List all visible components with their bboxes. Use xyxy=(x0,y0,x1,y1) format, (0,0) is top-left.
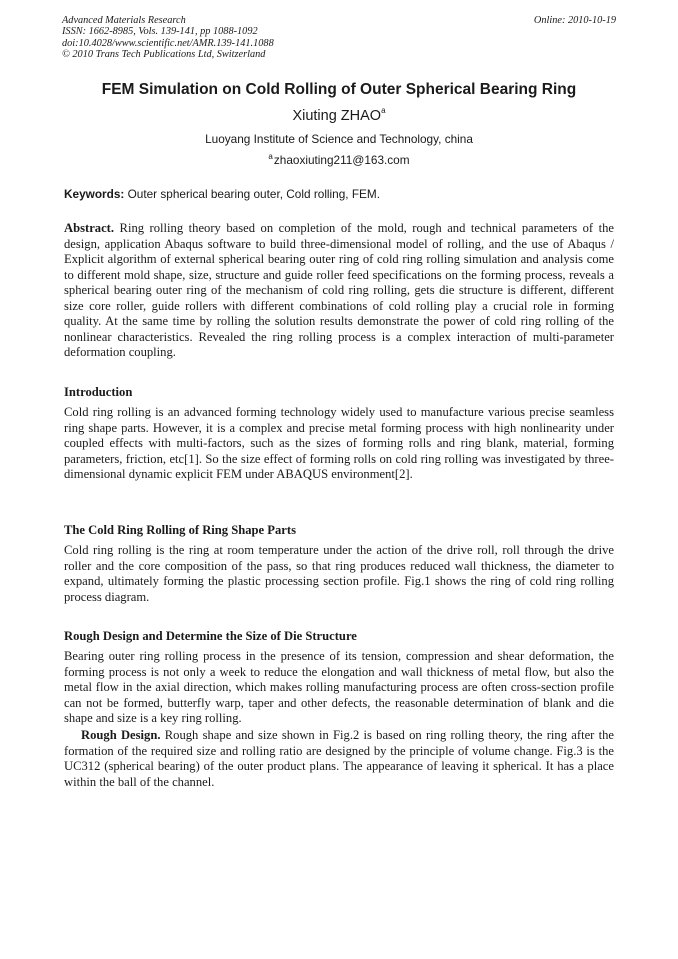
keywords xyxy=(64,187,624,201)
online-date: Online: 2010-10-19 xyxy=(533,15,616,26)
section-paragraph: Cold ring rolling is an advanced forming technology widely used to manufacture various precise seamless ring shape parts. However, it is a complex and precise metal forming process with high nonlinearity under coupled effects with multi-factors, such as the sizes of forming rolls and ring blank, material, forming parameters, friction, etc[1]. So the size effect of forming rolls on cold ring rolling was investigated by three-dimensional dynamic explicit FEM under ABAQUS environment[2]. xyxy=(64,405,614,481)
subsection-paragraph xyxy=(64,728,614,790)
author-line xyxy=(0,106,678,124)
section-heading: The Cold Ring Rolling of Ring Shape Parts xyxy=(64,523,296,537)
paper-title: FEM Simulation on Cold Rolling of Outer Spherical Bearing Ring xyxy=(101,81,577,98)
subsection-label: Rough Design. xyxy=(81,728,161,742)
keywords-text: Outer spherical bearing outer, Cold rolling, FEM. xyxy=(127,187,381,201)
section-paragraph: Cold ring rolling is the ring at room temperature under the action of the drive roll, roll through the drive roller and the core composition of the pass, so that ring produces reduced wall thickness, the diameter to expand, ultimately forming the plastic processing section profile. Fig.1 shows the ring of cold ring rolling process diagram. xyxy=(64,543,614,604)
section-paragraph: Bearing outer ring rolling process in the presence of its tension, compression and shear deformation, the forming process is not only a week to reduce the elongation and wall thickness of metal flow, but also the metal flow in the axial direction, which makes rolling manufacturing process are often cross-section profile can not be formed, butterfly warp, taper and other defects, the reasonable determination of blank and die shape and size is a key ring rolling. xyxy=(64,649,614,725)
email-link[interactable]: zhaoxiuting211@163.com xyxy=(273,153,410,167)
affiliation: Luoyang Institute of Science and Technology, china xyxy=(205,132,473,146)
abstract-label: Abstract. xyxy=(64,221,115,235)
section-heading: Rough Design and Determine the Size of Die Structure xyxy=(64,629,357,643)
journal-name: Advanced Materials Research xyxy=(62,15,186,26)
journal-header xyxy=(62,15,274,60)
section-heading: Introduction xyxy=(64,385,133,399)
copyright-line: © 2010 Trans Tech Publications Ltd, Switzerland xyxy=(62,48,266,60)
subsection-text: Rough shape and size shown in Fig.2 is based on ring rolling theory, the ring after the formation of the required size and rolling ratio are designed by the principle of volume change. Fig.3 is the UC312 (spherical bearing) of the outer product plans. The appearance of leaving it spherical. It has a place within the ball of the channel. xyxy=(64,728,614,789)
abstract-text: Ring rolling theory based on completion of the mold, rough and technical parameters of the design, application Abaqus software to build three-dimensional model of rolling, and the use of Abaqus / Explicit algorithm of external spherical bearing outer ring of cold ring rolling simulation and analysis come to different mold shape, size, structure and guide roller feed specifications on the forming process, reveals a spherical bearing outer ring of the mechanism of cold ring rolling, gets die structure is different, different size core roller, guide rollers with different combinations of cold rolling play a crucial role in forming quality. At the same time by rolling the solution results demonstrate the power of cold ring rolling of the nonlinear characteristics. Revealed the ring rolling process is a complex interaction of multi-parameter deformation coupling. xyxy=(64,221,615,359)
email-superscript: a xyxy=(268,152,273,161)
author-name: Xiuting ZHAO xyxy=(292,108,382,124)
doi-link[interactable]: doi:10.4028/www.scientific.net/AMR.139-141.1088 xyxy=(62,37,274,49)
keywords-label: Keywords: xyxy=(64,187,125,201)
abstract-paragraph xyxy=(64,221,614,361)
email-line xyxy=(0,152,678,167)
author-superscript: a xyxy=(381,106,386,115)
issn-line: ISSN: 1662-8985, Vols. 139-141, pp 1088-1092 xyxy=(62,26,258,38)
